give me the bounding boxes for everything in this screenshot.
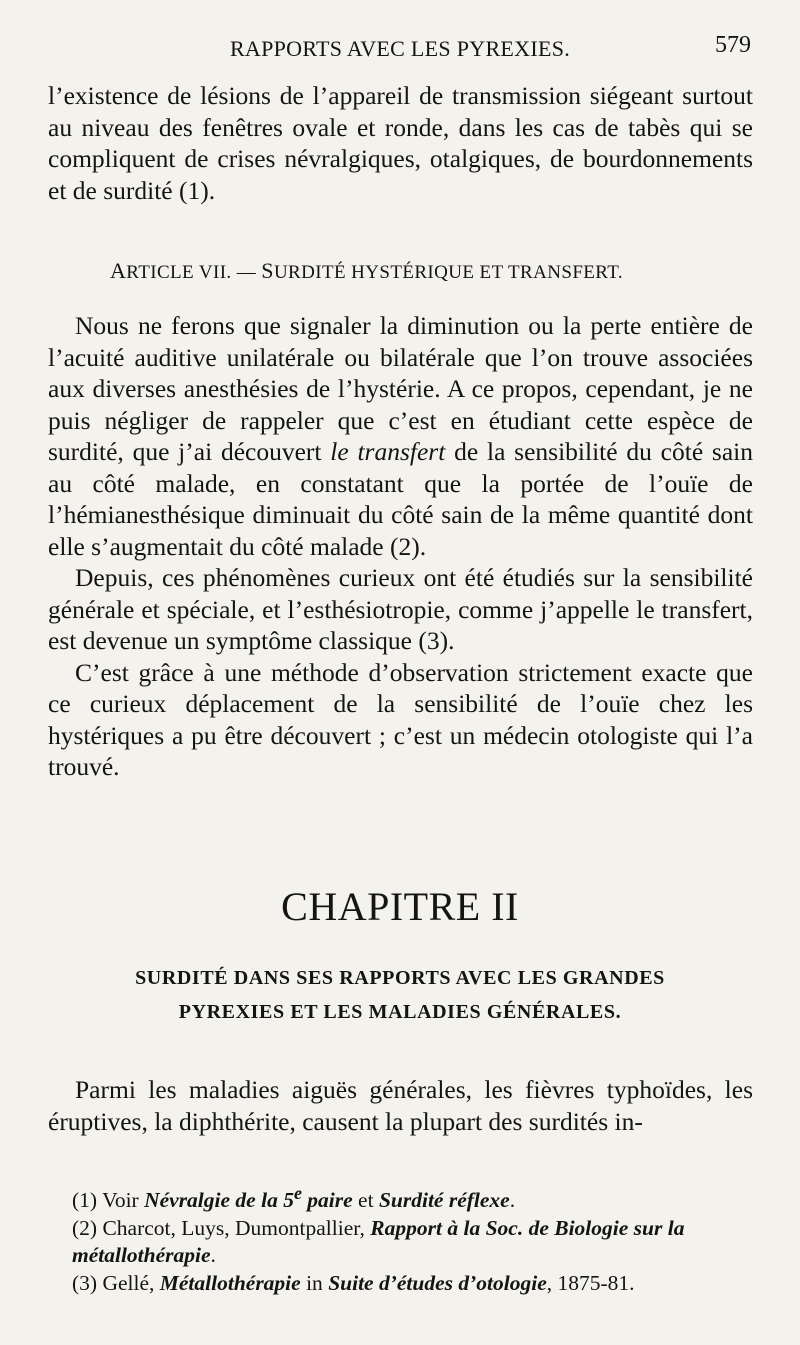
text-block-article <box>48 310 753 783</box>
paragraph-transfert <box>48 310 753 562</box>
paragraph-methode: C’est grâce à une méthode d’observation strictement exacte que ce curieux déplacement de la sensibilité de l’ouïe chez les hystériques a pu être découvert ; c’est un médecin otologiste qui l’a trouvé. <box>48 657 753 781</box>
footnote-2-italic: Rapport à la Soc. de Biologie sur la métallothérapie <box>72 1215 685 1268</box>
footnote-3 <box>48 1270 753 1298</box>
chapter-subtitle-line-2: PYREXIES ET LES MALADIES GÉNÉRALES. <box>178 1001 622 1023</box>
paragraph-transfert-before: Nous ne ferons que signaler la diminution ou la perte entière de l’acuité auditive unilatérale ou bilatérale que l’on trouve associées aux diverses anesthésies de l’hystérie. A ce propos, cependant, je ne puis négliger de rappeler que c’est en étudiant cette espèce de surdité, que j’ai découvert <box>48 311 753 466</box>
article-heading <box>110 258 623 284</box>
footnote-3-italic: Métallothérapie <box>159 1270 301 1295</box>
footnote-1-ordinal: 5 <box>283 1188 294 1213</box>
footnote-3-italic-2: Suite d’études d’otologie <box>328 1270 547 1295</box>
footnote-1-text-2: et <box>352 1188 379 1213</box>
footnote-1 <box>48 1180 753 1215</box>
footnote-1-italic: Névralgie de la <box>144 1188 284 1213</box>
footnote-3-text-2: in <box>300 1270 329 1295</box>
article-dash: — <box>231 262 262 283</box>
footnote-3-text: Gellé, <box>97 1270 160 1295</box>
chapter-subtitle-line-1: SURDITÉ DANS SES RAPPORTS AVEC LES GRANDES <box>135 967 665 989</box>
article-label-initial: A <box>110 258 127 283</box>
paragraph-depuis: Depuis, ces phénomènes curieux ont été étudiés sur la sensibilité générale et spéciale, et l’esthésiotropie, comme j’appelle le transfert, est devenue un symptôme classique (3). <box>48 563 753 655</box>
page-number: 579 <box>715 32 751 58</box>
footnote-1-text-3: . <box>509 1188 516 1213</box>
article-title-rest: URDITÉ HYSTÉRIQUE ET TRANSFERT. <box>273 262 623 283</box>
text-block-top <box>48 80 753 206</box>
footnote-1-number: (1) <box>72 1188 98 1213</box>
article-label-rest: RTICLE VII. <box>126 262 232 283</box>
article-title-initial: S <box>261 258 274 283</box>
footnote-3-number: (3) <box>72 1270 98 1295</box>
footnote-2-text: Charcot, Luys, Dumontpallier, <box>97 1215 371 1240</box>
paragraph-transfert-after: de la sensibilité du côté sain au côté malade, en constatant que la portée de l’ouïe de l’hémianesthésique diminuait du côté sain de la même quantité dont elle s’augmentait du côté malade (2). <box>48 437 754 561</box>
paragraph-transfert-italic: le transfert <box>330 437 446 466</box>
footnote-1-superscript: e <box>293 1183 302 1203</box>
paragraph-maladies: Parmi les maladies aiguës générales, les fièvres typhoïdes, les éruptives, la diphthérite, causent la plupart des surdités in- <box>48 1075 753 1136</box>
chapter-title: CHAPITRE II <box>281 884 519 929</box>
footnote-1-text: Voir <box>97 1188 145 1213</box>
footnotes <box>48 1180 753 1297</box>
footnote-3-text-3: , 1875-81. <box>546 1270 635 1295</box>
footnote-2 <box>48 1215 753 1270</box>
paragraph-continuation: l’existence de lésions de l’appareil de transmission siégeant surtout au niveau des fenêtres ovale et ronde, dans les cas de tabès qui se compliquent de crises névralgiques, otalgiques, de bourdonnements et de surdité (1). <box>48 81 753 205</box>
running-title: RAPPORTS AVEC LES PYREXIES. <box>229 36 571 61</box>
footnote-1-italic-2: paire <box>301 1188 353 1213</box>
footnote-2-text-2: . <box>210 1243 216 1268</box>
text-block-chapter <box>48 1074 753 1137</box>
footnote-1-italic-3: Surdité réflexe <box>378 1188 510 1213</box>
footnote-2-number: (2) <box>72 1215 98 1240</box>
